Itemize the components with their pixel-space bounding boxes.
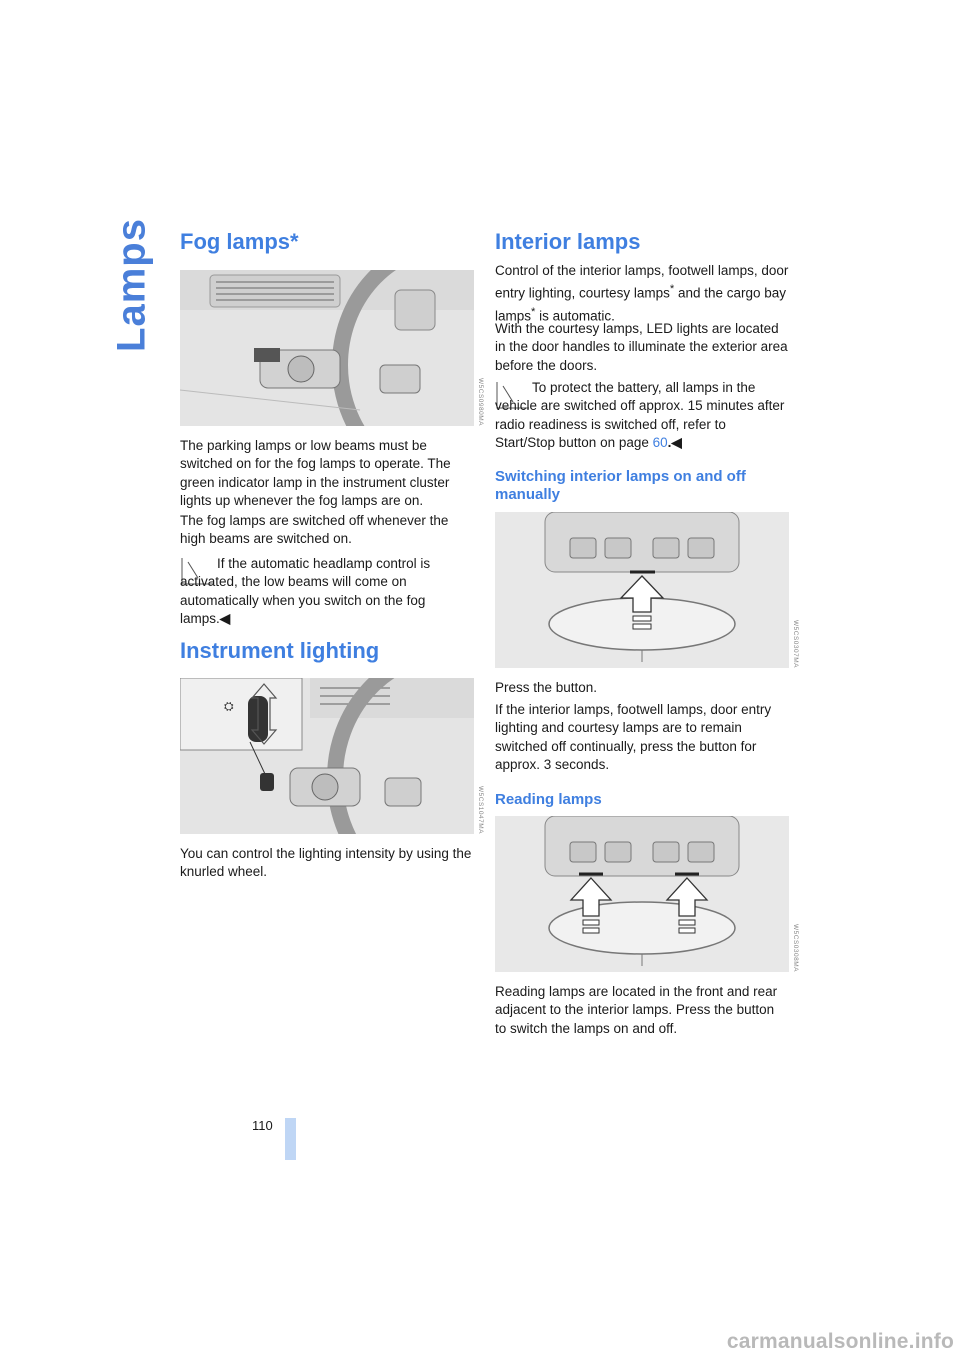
instrument-figure-code: W5CS1047MA [477,786,484,834]
interior-p1-text-a: Control of the interior lamps, footwell lamps, door entry lighting, courtesy lamps [495,263,789,301]
reading-figure-code: W5CS0308MA [792,924,799,972]
instrument-lighting-heading: Instrument lighting [180,638,380,663]
switching-paragraph-1: Press the button. [495,680,598,695]
interior-p1-text-b: and the cargo bay lamps [495,285,787,324]
watermark: carmanualsonline.info [726,1330,954,1353]
interior-paragraph-1 [495,262,789,326]
side-title-text: Lamps [109,218,154,352]
fog-paragraph-2: The fog lamps are switched off whenever the high beams are switched on. [180,513,449,547]
fog-note-text: If the automatic headlamp control is activated, the low beams will come on automatically when you switch on the fog lamps. [180,556,431,627]
fog-paragraph-1: The parking lamps or low beams must be switched on for the fog lamps to operate. The green indicator lamp in the instrument cluster lights up whenever the fog lamps are on. [180,438,451,509]
fog-lamps-figure [180,270,474,426]
interior-paragraph-2: With the courtesy lamps, LED lights are located in the door handles to illuminate the exterior area before the doors. [495,321,788,373]
page-60-link[interactable]: 60 [652,435,668,451]
interior-note [495,379,789,453]
reading-lamps-figure [495,816,789,972]
interior-p1-star-2: * [531,306,536,319]
interior-note-end-mark: .◀ [667,435,682,451]
reading-paragraph-1: Reading lamps are located in the front and rear adjacent to the interior lamps. Press the button to switch the lamps on and off. [495,984,778,1036]
interior-lamp-button-figure [495,512,789,668]
fog-note-end-mark: ◀ [219,611,231,627]
reading-lamps-heading: Reading lamps [495,791,602,808]
interior-lamps-heading: Interior lamps [495,229,641,254]
switching-paragraph-2: If the interior lamps, footwell lamps, door entry lighting and courtesy lamps are to remain switched off continually, press the button for approx. 3 seconds. [495,702,772,773]
interior-note-text: To protect the battery, all lamps in the vehicle are switched off approx. 15 minutes after radio readiness is switched off, refer to Start/Stop button on page [495,380,785,451]
side-running-title [109,218,154,352]
svg-text:⛭: ⛭ [224,699,234,713]
page-number: 110 [252,1118,273,1133]
fog-lamps-heading: Fog lamps* [180,229,299,254]
fog-note [180,555,474,629]
switching-heading: Switching interior lamps on and off manually [495,468,746,503]
switching-figure-code: W5CS0307MA [792,620,799,668]
interior-p1-text-c: is automatic. [535,308,615,324]
instrument-lighting-figure [180,678,474,834]
page-number-bar [285,1118,296,1160]
instrument-paragraph-1: You can control the lighting intensity by using the knurled wheel. [180,846,472,880]
interior-p1-star-1: * [669,283,675,296]
fog-figure-code: W5CS0980MA [477,378,484,426]
